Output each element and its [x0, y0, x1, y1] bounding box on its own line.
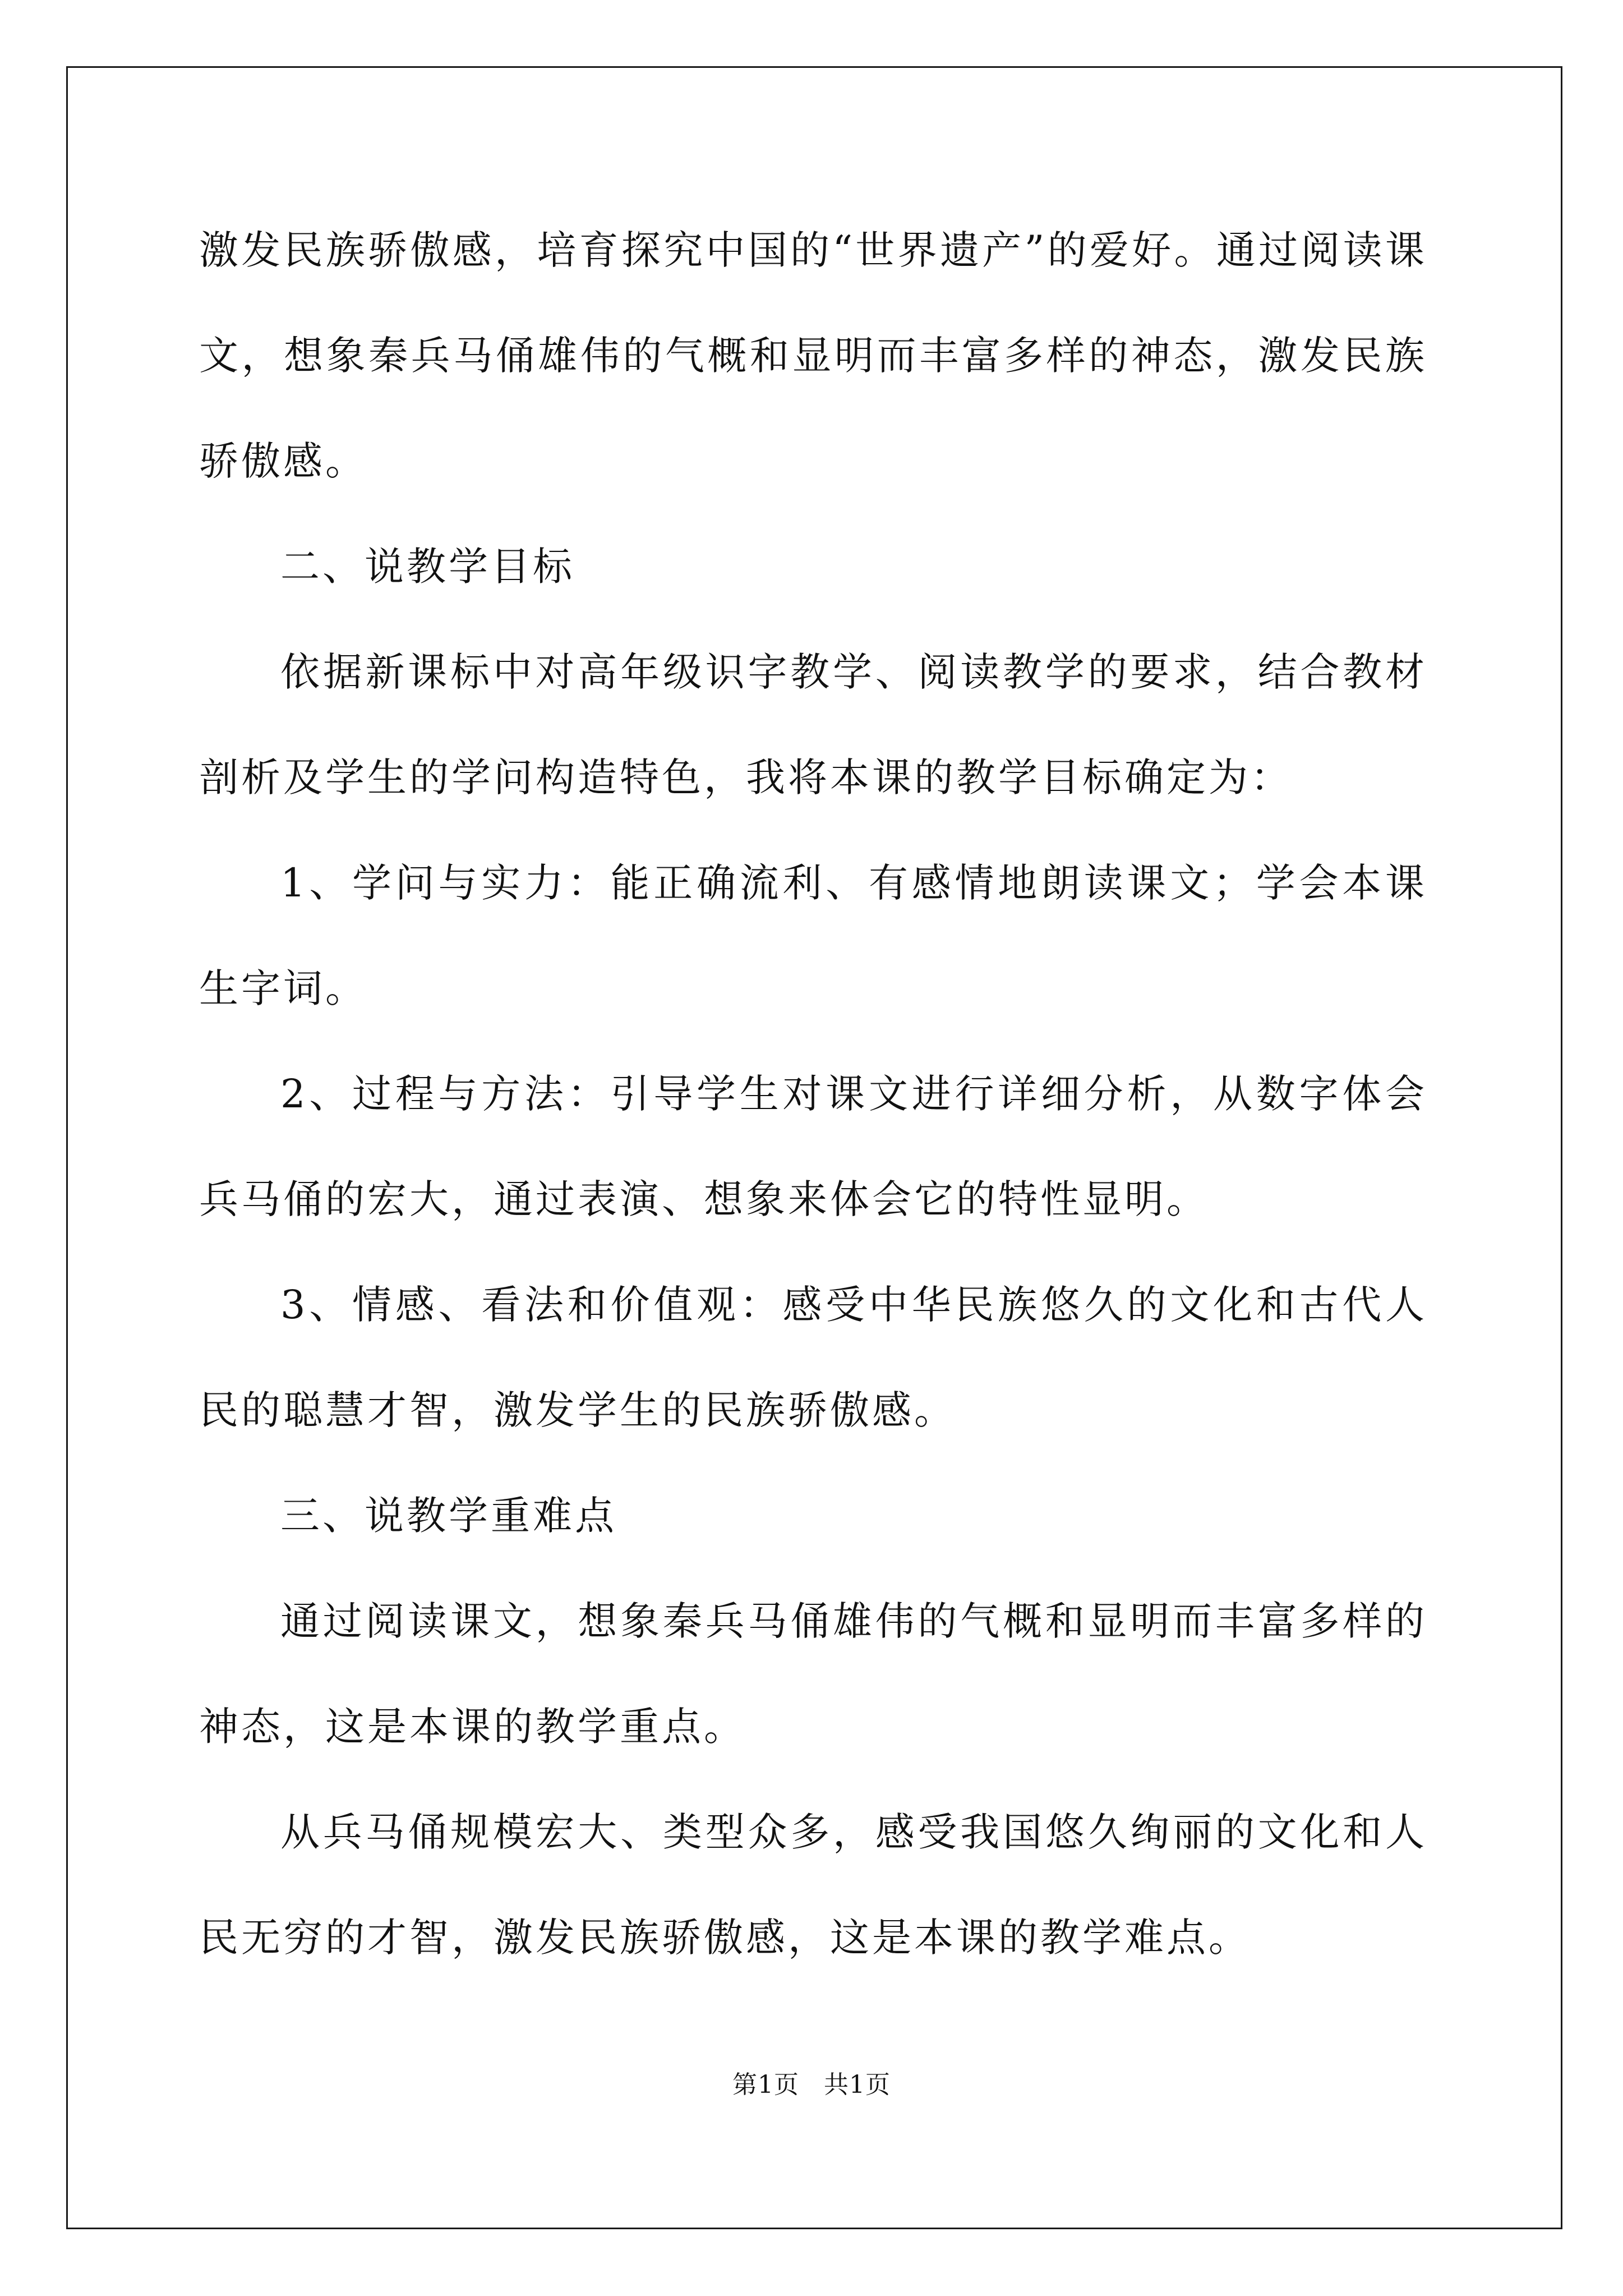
paragraph-intro: 激发民族骄傲感，培育探究中国的“世界遗产”的爱好。通过阅读课文，想象秦兵马俑雄伟的气概和显明而丰富多样的神态，激发民族骄傲感。 [199, 227, 1427, 484]
paragraph-objective-emotion: 3、情感、看法和价值观：感受中华民族悠久的文化和古代人民的聪慧才智，激发学生的民族骄傲感。 [199, 1282, 1427, 1433]
paragraph-objectives-basis: 依据新课标中对高年级识字教学、阅读教学的要求，结合教材剖析及学生的学问构造特色，我将本课的教学目标确定为： [199, 649, 1427, 800]
document-body [199, 197, 1427, 1990]
paragraph-difficult-point: 从兵马俑规模宏大、类型众多，感受我国悠久绚丽的文化和人民无穷的才智，激发民族骄傲感，这是本课的教学难点。 [199, 1809, 1427, 1961]
page-number: 第1页 [732, 2070, 799, 2099]
paragraph-objective-process: 2、过程与方法：引导学生对课文进行详细分析，从数字体会兵马俑的宏大，通过表演、想象来体会它的特性显明。 [199, 1071, 1427, 1222]
paragraph-objective-knowledge: 1、学问与实力：能正确流利、有感情地朗读课文；学会本课生字词。 [199, 860, 1427, 1011]
page-footer [0, 2064, 1623, 2100]
paragraph-key-point: 通过阅读课文，想象秦兵马俑雄伟的气概和显明而丰富多样的神态，这是本课的教学重点。 [199, 1598, 1427, 1750]
page-total: 共1页 [824, 2070, 891, 2099]
section-heading-key-points: 三、说教学重难点 [280, 1493, 617, 1539]
section-heading-objectives: 二、说教学目标 [280, 544, 575, 590]
